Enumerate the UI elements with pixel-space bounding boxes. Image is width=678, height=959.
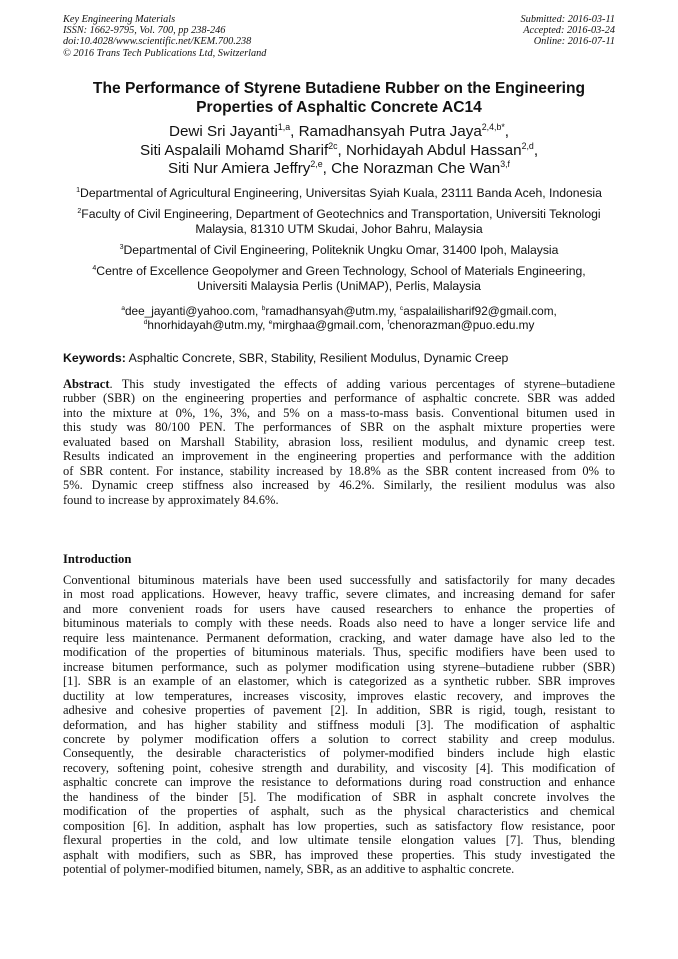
author-sup: 2,e [310, 159, 323, 170]
abstract [63, 377, 615, 507]
journal-info [63, 14, 266, 59]
text-line: increase bitumen performance, such as polymer modification using styrene–butadiene rubber (SBR) [63, 659, 615, 674]
introduction-body [63, 573, 615, 877]
issn: ISSN: 1662-9795, Vol. 700, pp 238-246 [63, 25, 226, 37]
text-line: composition [6]. In addition, asphalt has low properties, such as satisfactory flow resistance, poor [63, 818, 615, 833]
text-line: Conventional bituminous materials have been used successfully and satisfactorily for many decades [63, 573, 615, 587]
text-line: bituminous materials to comply with these needs. Roads also need to have a longer service life and [63, 616, 615, 631]
author: Siti Aspalaili Mohamd Sharif [139, 141, 329, 159]
author-sup: 2,4,b* [481, 121, 505, 132]
aff-sup: 2 [77, 207, 82, 215]
text-line: asphalt with modifiers, such as SBR, has improved these properties. This study investigated the [63, 847, 615, 862]
affiliation-1 [40, 186, 638, 201]
aff-text: Universiti Malaysia Perlis (UniMAP), Perlis, Malaysia [197, 278, 481, 293]
text-line: flexural properties in the cold, and low ultimate tensile elongation values [7]. Thus, blending [63, 833, 615, 848]
author-sup: 3,f [500, 159, 510, 170]
keywords-text: Asphaltic Concrete, SBR, Stability, Resilient Modulus, Dynamic Creep [125, 351, 509, 365]
submitted-date: Submitted: 2016-03-11 [520, 14, 615, 25]
text-line: the handiness of the binder [5]. The modification of SBR in asphalt concrete involves the [63, 789, 615, 804]
email-list: $^a$dee_jayanti@yahoo.com, $^b$ramadhansyah@utm.my, $^c$aspalailisharif92@gmail.com, $^d$hnorhidayah@utm.my, $^e$mirghaa@gmail.com, $^f$chenorazman@puo.edu.my [121, 304, 557, 332]
text-line: potential of polymer-modified bitumen, namely, SBR, as an additive to asphaltic concrete. [63, 862, 515, 877]
text-line: deformation, and has higher stability and stiffness moduli [3]. The modification of asphaltic [63, 717, 615, 732]
author: Siti Nur Amiera Jeffry [168, 160, 311, 178]
email[interactable]: chenorazman@puo.edu.my [389, 318, 535, 332]
text-line: of SBR content. For instance, stability increased by 18.8% as the SBR content increased from 0% to [63, 463, 615, 478]
text-line: rubber (SBR) on the engineering properties and performance of asphaltic concrete. SBR was added [63, 391, 615, 406]
text-line: adhesive and cohesive properties of pavement [2]. In addition, SBR is rigid, tough, resistant to [63, 703, 615, 718]
aff-text: Malaysia, 81310 UTM Skudai, Johor Bahru, Malaysia [195, 221, 483, 236]
email-sup: e [268, 319, 273, 327]
email-sup: a [121, 305, 125, 313]
author-list: Dewi Sri Jayanti$^{1,a}$, Ramadhansyah Putra Jaya$^{2,4,b*}$, Siti Aspalaili Mohamd Sharif$^{2c}$, Norhidayah Abdul Hassan$^{2,d}$, Siti Nur Amiera Jeffry$^{2,e}$, Che Norazman Che Wan$^{3,f}$ [139, 121, 539, 178]
journal-name: Key Engineering Materials [63, 14, 176, 25]
aff-text: Centre of Excellence Geopolymer and Green Technology, School of Materials Engineering, [96, 264, 586, 278]
email-sup: d [143, 319, 148, 327]
accepted-date: Accepted: 2016-03-24 [523, 25, 615, 37]
keywords [63, 351, 508, 365]
online-date: Online: 2016-07-11 [533, 36, 615, 48]
doi: doi:10.4028/www.scientific.net/KEM.700.238 [63, 36, 252, 48]
text-line: Results indicated an improvement in the engineering properties and performance with the addition [63, 449, 615, 464]
copyright: © 2016 Trans Tech Publications Ltd, Switzerland [63, 47, 267, 59]
affiliation-2 [40, 207, 638, 236]
text-line: concrete by polymer modification offers a solution to correct stability and creep modulus. [63, 731, 615, 746]
aff-sup: 3 [119, 243, 124, 251]
text-line: in most road applications. However, heavy traffic, severe climates, and increasing demand for safer [63, 587, 615, 602]
section-heading-introduction: Introduction [63, 552, 132, 566]
affiliation-3 [40, 243, 638, 258]
aff-text: Departmental of Civil Engineering, Politeknik Ungku Omar, 31400 Ipoh, Malaysia [123, 243, 559, 257]
text-line: into the mixture at 0%, 1%, 3%, and 5% on a mass-to-mass basis. Conventional bitumen used in [63, 405, 615, 420]
email[interactable]: ramadhansyah@utm.my [265, 304, 394, 318]
author: Dewi Sri Jayanti [168, 123, 278, 140]
author-sup: 2c [328, 140, 338, 151]
email-sup: c [399, 305, 404, 313]
author: Che Norazman Che Wan [331, 160, 501, 178]
aff-text: Faculty of Civil Engineering, Department of Geotechnics and Transportation, Universiti Teknologi [81, 207, 601, 221]
affiliation-4 [40, 264, 638, 293]
text-line: modification of the properties of asphalt, such as the physical characteristics and chemical [63, 804, 615, 819]
text-line: this study was 80/100 PEN. The performances of SBR on the asphalt mixture properties were [63, 420, 615, 435]
author-sup: 2,d [521, 140, 534, 151]
dates [521, 14, 615, 48]
email[interactable]: aspalailisharif92@gmail.com [403, 304, 554, 318]
author: Norhidayah Abdul Hassan [345, 141, 522, 159]
text-line: and more convenient roads for users have caused researchers to enhance the properties of [63, 601, 615, 616]
author: Ramadhansyah Putra Jaya [298, 123, 482, 140]
text-line: evaluated based on Marshall Stability, abrasion loss, resilient modulus, and dynamic creep test. [63, 434, 615, 449]
email[interactable]: dee_jayanti@yahoo.com [125, 304, 256, 318]
aff-sup: 4 [92, 264, 97, 272]
author-sup: 1,a [277, 121, 291, 132]
aff-text: Departmental of Agricultural Engineering, Universitas Syiah Kuala, 23111 Banda Aceh, Indonesia [80, 186, 602, 200]
text-line: Consequently, the desirable characteristics of polymer-modified binders include high elastic [63, 746, 615, 761]
email-sup: b [261, 305, 266, 313]
abstract-label: Abstract [63, 377, 110, 391]
title-line: The Performance of Styrene Butadiene Rubber on the Engineering [92, 80, 586, 97]
text-line: 5%. Dynamic creep stiffness also increased by 46.2%. Similarly, the resilient modulus was also [63, 478, 615, 493]
text-line: modification of the properties of bituminous materials. Thus, specific modifiers have been used to [63, 645, 615, 660]
email[interactable]: hnorhidayah@utm.my [147, 318, 263, 332]
keywords-label: Keywords: [63, 351, 126, 365]
email[interactable]: mirghaa@gmail.com [272, 318, 381, 332]
aff-sup: 1 [76, 186, 81, 194]
text-line: recovery, softening point, cohesive strength and durability, and viscosity [4]. This modification of [63, 760, 615, 775]
text-line: require less maintenance. Permanent deformation, cracking, and water damage have also led to the [63, 630, 615, 645]
text-line: Abstract. This study investigated the effects of adding various percentages of styrene–butadiene [63, 377, 615, 391]
email-sup: f [387, 319, 390, 327]
paper-title [40, 79, 638, 117]
title-line: Properties of Asphaltic Concrete AC14 [196, 99, 482, 116]
text-line: found to increase by approximately 84.6%. [63, 492, 279, 507]
text-line: ductility at low temperatures, increases viscosity, improves elastic recovery, and improves the [63, 688, 615, 703]
text-line: asphaltic concrete can improve the resistance to deformations during road construction and enhance [63, 775, 615, 790]
text-line: [1]. SBR is an example of an elastomer, which is categorized as a synthetic rubber. SBR improves [63, 674, 615, 689]
